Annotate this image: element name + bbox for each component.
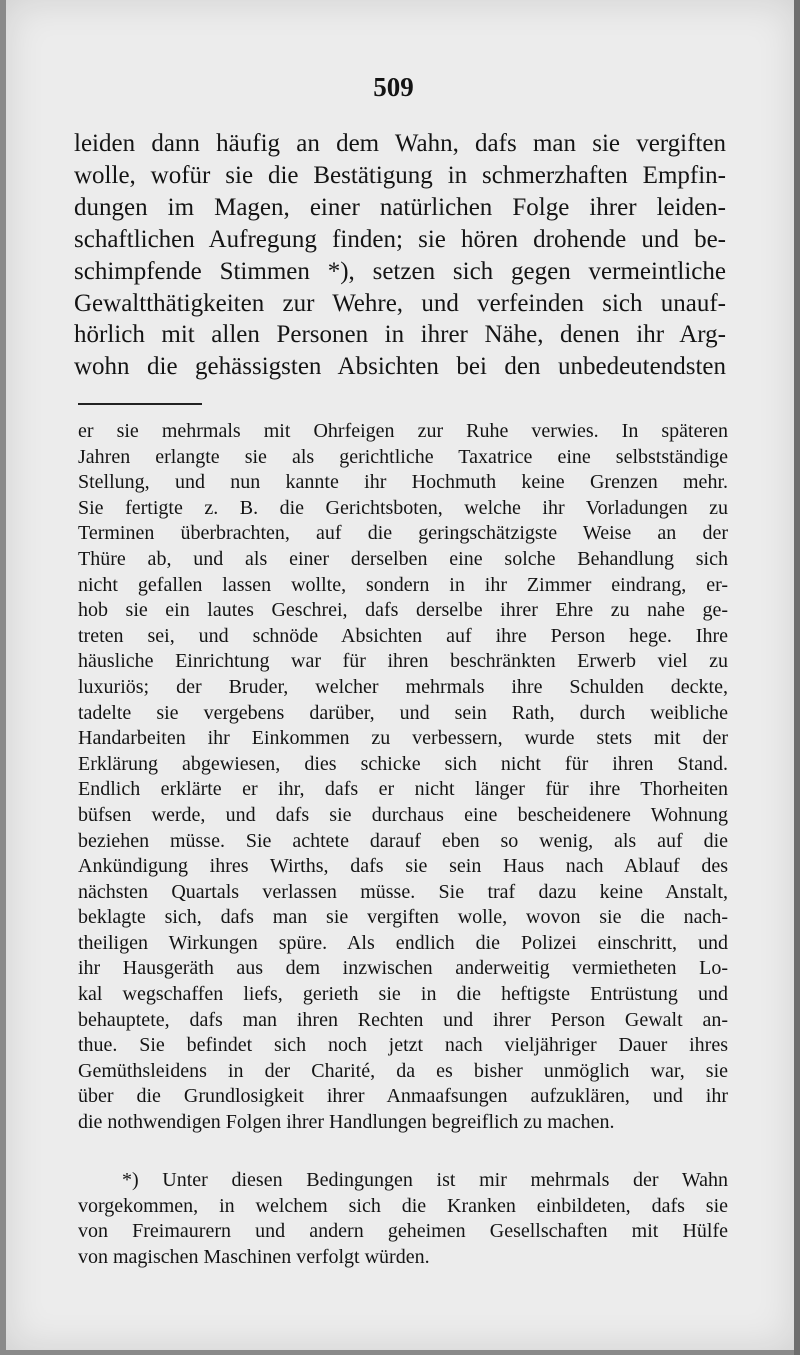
footnote-line: von magischen Maschinen verfolgt würden.: [78, 1245, 430, 1268]
book-page: [6, 0, 796, 1350]
page-number: 509: [373, 72, 414, 102]
text-line: leiden dann häufig an dem Wahn, dafs man sie vergiften: [74, 130, 726, 157]
footnote-line: *) Unter diesen Bedingungen ist mir mehrmals der Wahn: [122, 1169, 728, 1191]
footnote-line: Sie fertigte z. B. die Gerichtsboten, welche ihr Vorladungen zu: [78, 496, 728, 519]
footnote-line: beziehen müsse. Sie achtete darauf eben so wenig, als auf die: [78, 829, 728, 852]
text-line: wohn die gehässigsten Absichten bei den unbedeutendsten: [74, 353, 726, 381]
footnote-line: er sie mehrmals mit Ohrfeigen zur Ruhe verwies. In späteren: [78, 420, 728, 442]
footnote-line: Endlich erklärte er ihr, dafs er nicht länger für ihre Thorheiten: [78, 778, 728, 801]
footnote-line: kal wegschaffen liefs, gerieth sie in die heftigste Entrüstung und: [78, 983, 728, 1006]
footnote-line: thue. Sie befindet sich noch jetzt nach vieljähriger Dauer ihres: [78, 1034, 728, 1057]
footnote-line: luxuriös; der Bruder, welcher mehrmals ihre Schulden deckte,: [78, 675, 728, 698]
footnote-line: behauptete, dafs man ihren Rechten und ihrer Person Gewalt an-: [78, 1008, 728, 1031]
footnote-line: Thüre ab, und als einer derselben eine solche Behandlung sich: [78, 547, 728, 570]
footnote-line: hob sie ein lautes Geschrei, dafs derselbe ihrer Ehre zu nahe ge-: [78, 599, 728, 622]
footnote-line: Ankündigung ihres Wirths, dafs sie sein Haus nach Ablauf des: [78, 855, 728, 878]
footnote-line: Jahren erlangte sie als gerichtliche Taxatrice eine selbstständige: [78, 445, 728, 468]
text-line: hörlich mit allen Personen in ihrer Nähe, denen ihr Arg-: [74, 321, 726, 349]
main-paragraph: [74, 128, 726, 383]
footnote-line: büfsen werde, und dafs sie durchaus eine bescheidenere Wohnung: [78, 803, 728, 826]
footnote-line: Erklärung abgewiesen, dies schicke sich nicht für ihren Stand.: [78, 752, 728, 775]
footnote-line: Stellung, und nun kannte ihr Hochmuth keine Grenzen mehr.: [78, 471, 728, 494]
page-edge-shadow: [794, 0, 800, 1355]
text-line: schimpfende Stimmen *), setzen sich gegen vermeintliche: [74, 257, 726, 285]
text-line: schaftlichen Aufregung finden; sie hören drohende und be-: [74, 225, 726, 253]
text-line: Gewaltthätigkeiten zur Wehre, und verfeinden sich unauf-: [74, 289, 726, 317]
footnote-line: über die Grundlosigkeit ihrer Anmaafsungen aufzuklären, und ihr: [78, 1085, 728, 1108]
footnote-line: Terminen überbrachten, auf die geringschätzigste Weise an der: [78, 522, 728, 545]
continued-footnote: [78, 419, 728, 1136]
footnote-line: Gemüthsleidens in der Charité, da es bisher unmöglich war, sie: [78, 1059, 728, 1082]
footnote-divider: [78, 403, 202, 405]
footnote-line: vorgekommen, in welchem sich die Kranken einbildeten, dafs sie: [78, 1194, 728, 1217]
footnote-line: häusliche Einrichtung war für ihren beschränkten Erwerb viel zu: [78, 650, 728, 673]
footnote-asterisk: [78, 1168, 728, 1270]
footnote-line: ihr Hausgeräth aus dem inzwischen anderweitig vermietheten Lo-: [78, 957, 728, 980]
footnote-line: die nothwendigen Folgen ihrer Handlungen begreiflich zu machen.: [78, 1111, 615, 1134]
footnote-line: beklagte sich, dafs man sie vergiften wolle, wovon sie die nach-: [78, 906, 728, 929]
footnote-line: nächsten Quartals verlassen müsse. Sie traf dazu keine Anstalt,: [78, 880, 728, 903]
footnote-line: treten sei, und schnöde Absichten auf ihre Person hege. Ihre: [78, 624, 728, 647]
text-line: dungen im Magen, einer natürlichen Folge ihrer leiden-: [74, 193, 726, 221]
footnote-line: theiligen Wirkungen spüre. Als endlich die Polizei einschritt, und: [78, 931, 728, 954]
text-line: wolle, wofür sie die Bestätigung in schmerzhaften Empfin-: [74, 161, 726, 189]
footnote-line: tadelte sie vergebens darüber, und sein Rath, durch weibliche: [78, 701, 728, 724]
footnote-line: nicht gefallen lassen wollte, sondern in ihr Zimmer eindrang, er-: [78, 573, 728, 596]
footnote-line: von Freimaurern und andern geheimen Gesellschaften mit Hülfe: [78, 1220, 728, 1243]
footnote-line: Handarbeiten ihr Einkommen zu verbessern, wurde stets mit der: [78, 727, 728, 750]
